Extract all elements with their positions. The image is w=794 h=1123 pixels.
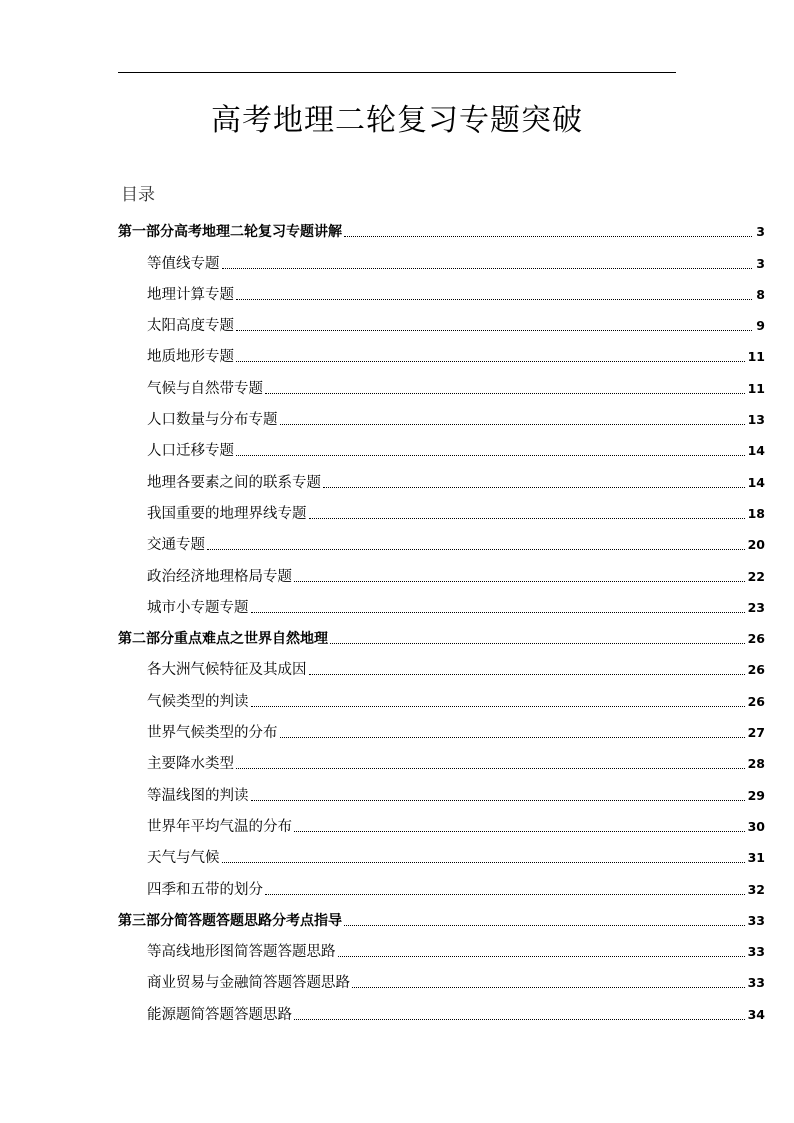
toc-dot-leader — [222, 268, 753, 269]
toc-page-number: 14 — [747, 474, 765, 490]
toc-page-number: 33 — [747, 975, 765, 991]
toc-dot-leader — [251, 612, 745, 613]
toc-page-number: 3 — [756, 224, 765, 240]
toc-page-number: 28 — [747, 756, 765, 772]
toc-page-number: 14 — [747, 443, 765, 459]
toc-dot-leader — [309, 674, 745, 675]
toc-entry-label: 地理各要素之间的联系专题 — [147, 474, 321, 491]
toc-section-entry[interactable] — [118, 367, 765, 398]
toc-dot-leader — [280, 424, 745, 425]
toc-section-entry[interactable] — [118, 993, 765, 1024]
toc-page-number: 8 — [756, 286, 765, 302]
toc-page-number: 32 — [747, 881, 765, 897]
toc-entry-label: 世界气候类型的分布 — [147, 725, 278, 742]
toc-dot-leader — [236, 299, 752, 300]
toc-dot-leader — [294, 581, 745, 582]
toc-section-entry[interactable] — [118, 555, 765, 586]
toc-page-number: 26 — [747, 662, 765, 678]
toc-section-entry[interactable] — [118, 587, 765, 618]
toc-section-entry[interactable] — [118, 806, 765, 837]
toc-dot-leader — [330, 643, 745, 644]
toc-dot-leader — [265, 393, 745, 394]
toc-entry-label: 各大洲气候特征及其成因 — [147, 662, 307, 679]
toc-section-entry[interactable] — [118, 931, 765, 962]
toc-entry-label: 天气与气候 — [147, 850, 220, 867]
toc-page-number: 11 — [747, 349, 765, 365]
toc-dot-leader — [236, 330, 752, 331]
toc-entry-label: 我国重要的地理界线专题 — [147, 505, 307, 522]
toc-page-number: 34 — [747, 1006, 765, 1022]
toc-dot-leader — [352, 987, 745, 988]
toc-entry-label: 气候类型的判读 — [147, 693, 249, 710]
toc-dot-leader — [344, 925, 745, 926]
toc-dot-leader — [251, 706, 745, 707]
toc-entry-label: 等高线地形图简答题答题思路 — [147, 944, 336, 961]
toc-section-entry[interactable] — [118, 680, 765, 711]
toc-section-entry[interactable] — [118, 336, 765, 367]
toc-page-number: 11 — [747, 380, 765, 396]
toc-part-entry[interactable] — [118, 618, 765, 649]
toc-section-entry[interactable] — [118, 837, 765, 868]
toc-page-number: 26 — [747, 693, 765, 709]
toc-entry-label: 交通专题 — [147, 537, 205, 554]
toc-dot-leader — [338, 956, 745, 957]
toc-dot-leader — [236, 361, 745, 362]
toc-entry-label: 地质地形专题 — [147, 349, 234, 366]
toc-page-number: 30 — [747, 818, 765, 834]
toc-page-number: 33 — [747, 912, 765, 928]
toc-entry-label: 第二部分重点难点之世界自然地理 — [118, 631, 328, 648]
toc-section-entry[interactable] — [118, 774, 765, 805]
toc-dot-leader — [251, 800, 745, 801]
toc-dot-leader — [309, 518, 745, 519]
toc-entry-label: 城市小专题专题 — [147, 599, 249, 616]
toc-dot-leader — [280, 737, 745, 738]
toc-dot-leader — [265, 894, 745, 895]
toc-section-entry[interactable] — [118, 430, 765, 461]
header-rule — [118, 72, 676, 73]
toc-entry-label: 第三部分简答题答题思路分考点指导 — [118, 912, 342, 929]
toc-entry-label: 主要降水类型 — [147, 756, 234, 773]
toc-section-entry[interactable] — [118, 274, 765, 305]
table-of-contents — [118, 211, 765, 1025]
toc-section-entry[interactable] — [118, 305, 765, 336]
toc-entry-label: 世界年平均气温的分布 — [147, 818, 292, 835]
toc-section-entry[interactable] — [118, 524, 765, 555]
toc-section-entry[interactable] — [118, 461, 765, 492]
toc-dot-leader — [294, 831, 745, 832]
toc-section-entry[interactable] — [118, 242, 765, 273]
toc-part-entry[interactable] — [118, 900, 765, 931]
toc-entry-label: 等值线专题 — [147, 255, 220, 272]
toc-page-number: 20 — [747, 537, 765, 553]
toc-page-number: 18 — [747, 505, 765, 521]
toc-page-number: 13 — [747, 412, 765, 428]
toc-section-entry[interactable] — [118, 712, 765, 743]
toc-entry-label: 太阳高度专题 — [147, 318, 234, 335]
toc-section-entry[interactable] — [118, 493, 765, 524]
toc-heading: 目录 — [121, 185, 155, 205]
toc-entry-label: 气候与自然带专题 — [147, 380, 263, 397]
toc-entry-label: 人口数量与分布专题 — [147, 412, 278, 429]
toc-page-number: 9 — [756, 318, 765, 334]
toc-page-number: 33 — [747, 944, 765, 960]
toc-entry-label: 地理计算专题 — [147, 286, 234, 303]
toc-section-entry[interactable] — [118, 399, 765, 430]
toc-entry-label: 第一部分高考地理二轮复习专题讲解 — [118, 224, 342, 241]
toc-section-entry[interactable] — [118, 868, 765, 899]
toc-entry-label: 四季和五带的划分 — [147, 881, 263, 898]
toc-entry-label: 商业贸易与金融简答题答题思路 — [147, 975, 350, 992]
toc-section-entry[interactable] — [118, 743, 765, 774]
toc-page-number: 29 — [747, 787, 765, 803]
toc-dot-leader — [207, 549, 745, 550]
toc-entry-label: 人口迁移专题 — [147, 443, 234, 460]
toc-page-number: 23 — [747, 599, 765, 615]
toc-dot-leader — [344, 236, 752, 237]
document-title: 高考地理二轮复习专题突破 — [211, 103, 583, 138]
toc-page-number: 27 — [747, 725, 765, 741]
toc-dot-leader — [236, 768, 745, 769]
toc-section-entry[interactable] — [118, 962, 765, 993]
toc-page-number: 22 — [747, 568, 765, 584]
toc-page-number: 26 — [747, 631, 765, 647]
toc-dot-leader — [222, 862, 745, 863]
toc-entry-label: 政治经济地理格局专题 — [147, 568, 292, 585]
toc-page-number: 31 — [747, 850, 765, 866]
toc-dot-leader — [294, 1019, 745, 1020]
toc-entry-label: 等温线图的判读 — [147, 787, 249, 804]
toc-section-entry[interactable] — [118, 649, 765, 680]
toc-page-number: 3 — [756, 255, 765, 271]
toc-dot-leader — [236, 455, 745, 456]
toc-dot-leader — [323, 487, 745, 488]
toc-entry-label: 能源题简答题答题思路 — [147, 1006, 292, 1023]
toc-part-entry[interactable] — [118, 211, 765, 242]
